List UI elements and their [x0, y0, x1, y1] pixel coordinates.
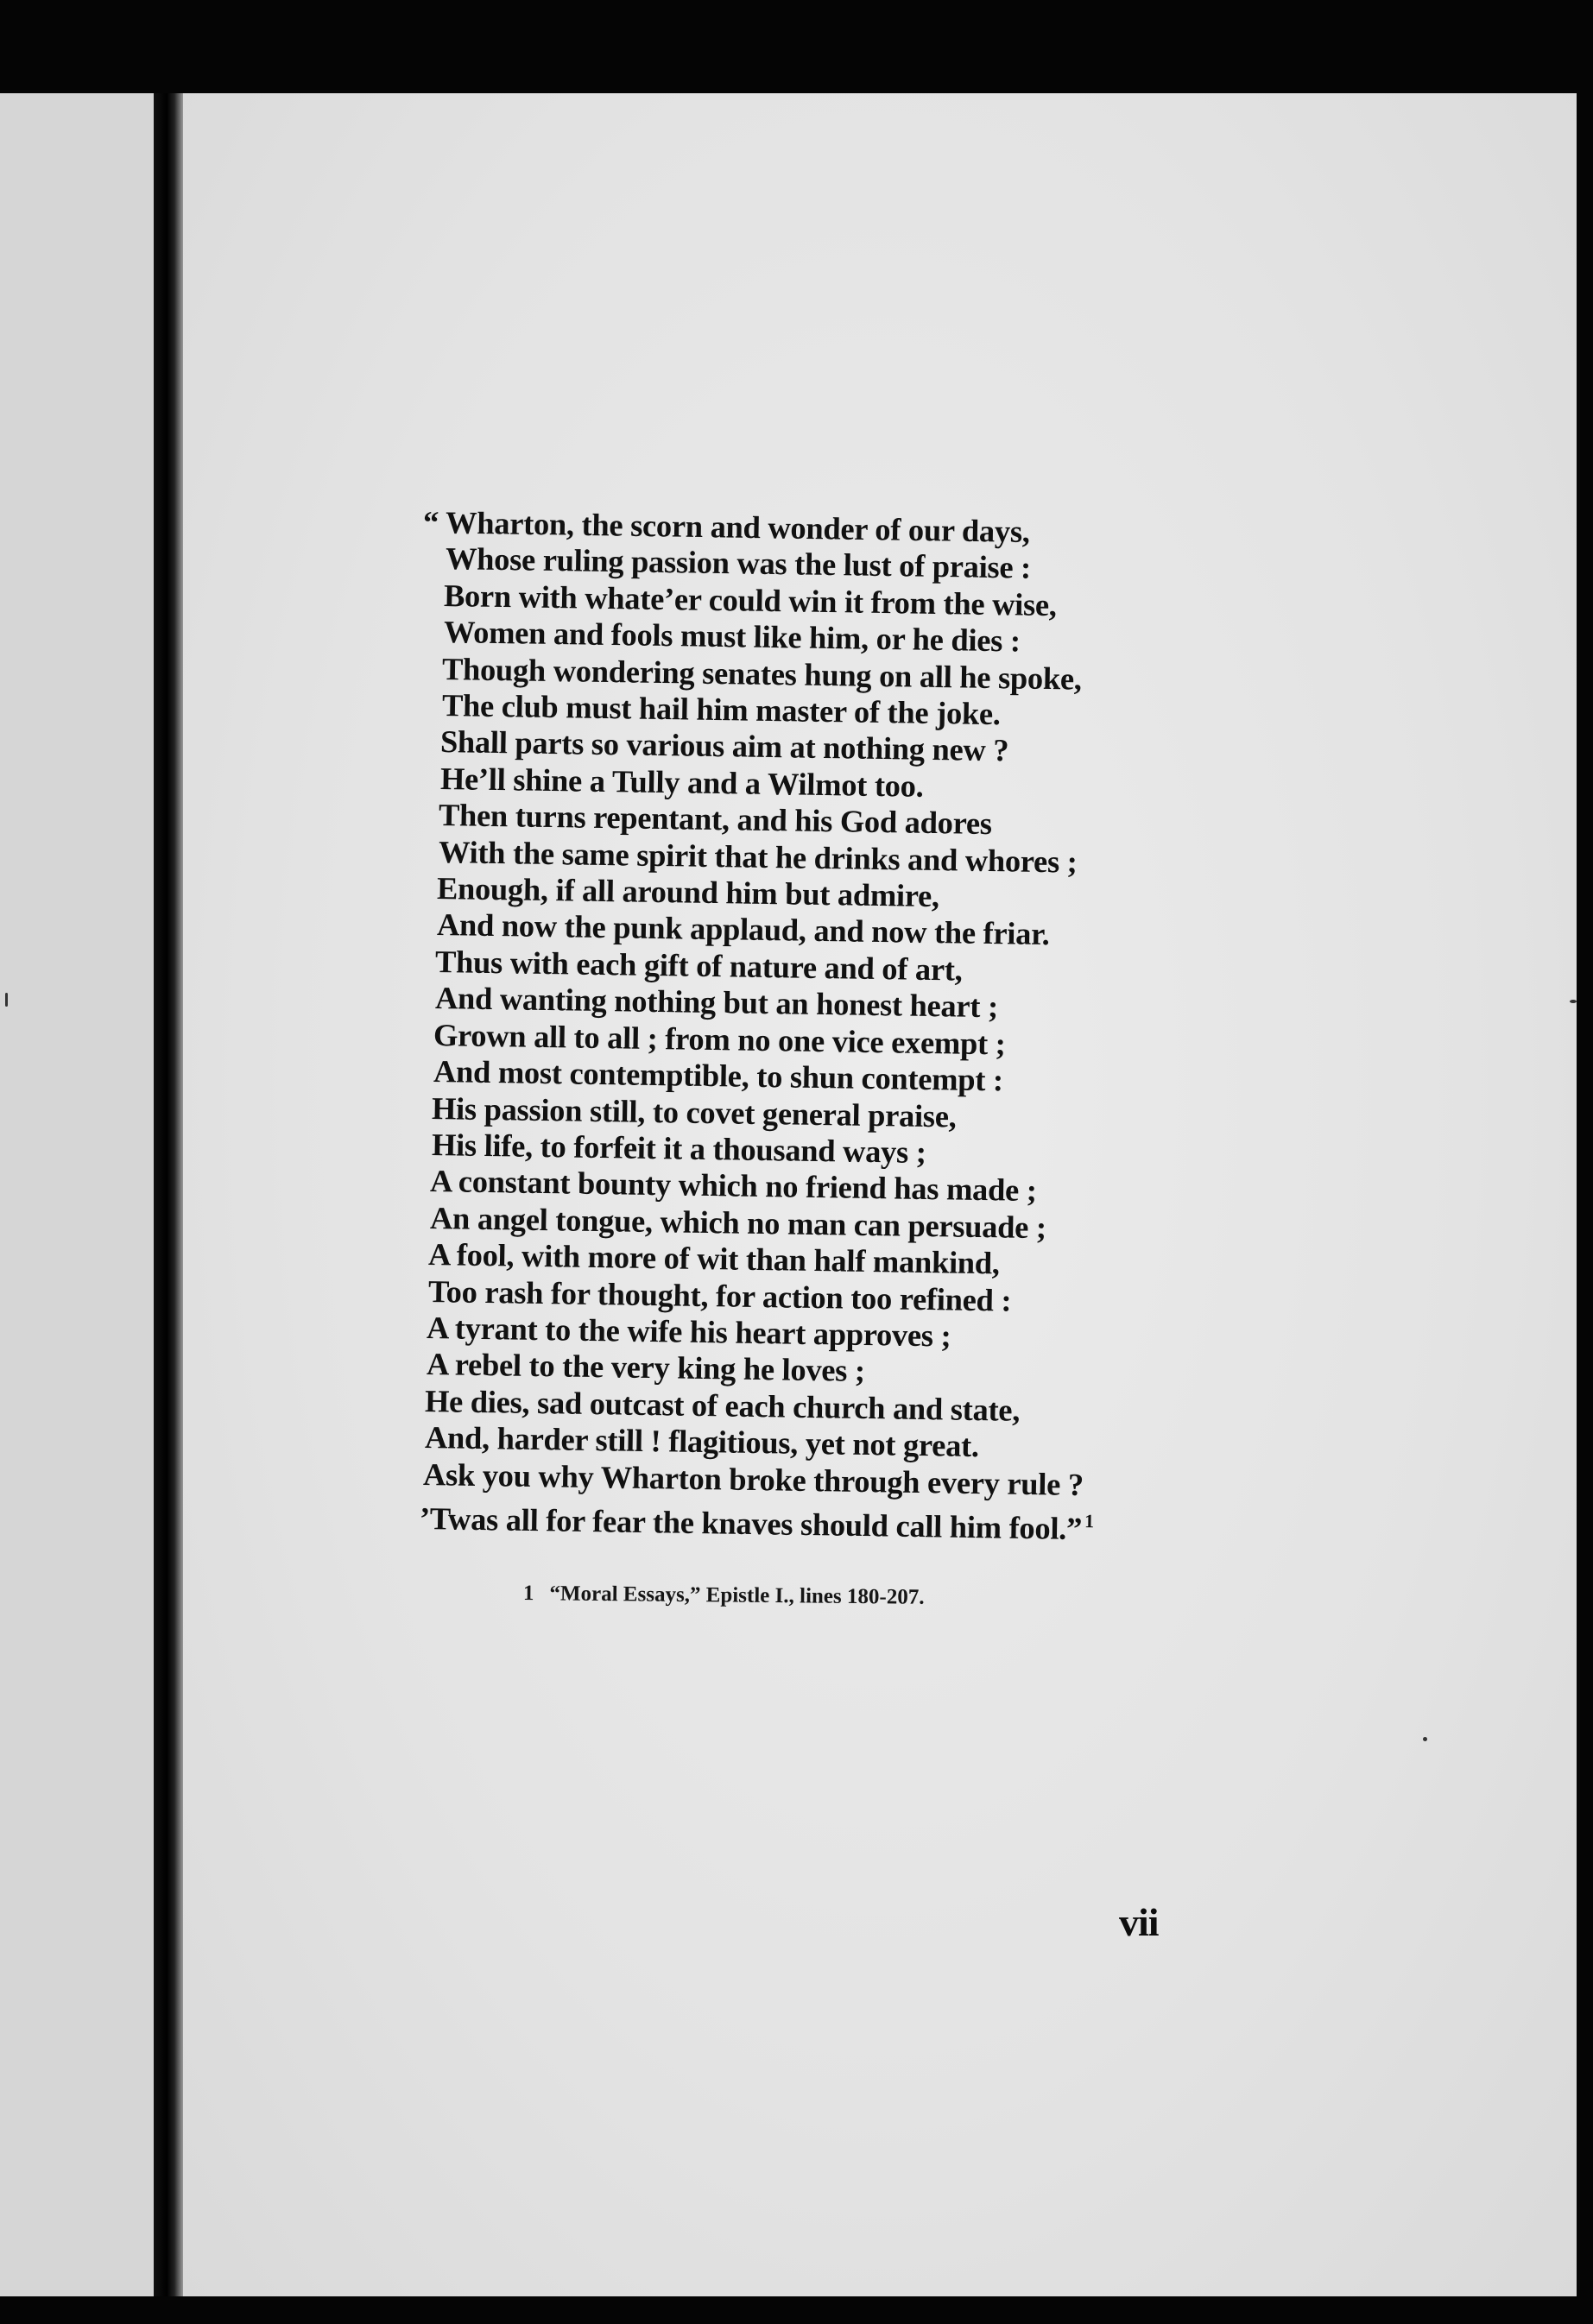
- poem-line: Enough, if all around him but admire,: [436, 870, 940, 914]
- poem-line: And most contemptible, to shun contempt :: [433, 1053, 1004, 1098]
- poem-block: [419, 504, 1183, 1547]
- poem-line: A constant bounty which no friend has made ;: [429, 1163, 1037, 1209]
- scan-border-right: [1577, 0, 1593, 2324]
- poem-line: He dies, sad outcast of each church and state,: [424, 1382, 1021, 1428]
- poem-line-text: ’Twas all for fear the knaves should call him fool.”: [419, 1500, 1083, 1547]
- poem-line: Too rash for thought, for action too refined :: [427, 1273, 1012, 1318]
- poem-line: A tyrant to the wife his heart approves ;: [426, 1309, 951, 1354]
- scan-border-bottom: [0, 2296, 1593, 2324]
- poem-line: A rebel to the very king he loves ;: [426, 1346, 866, 1389]
- poem-line: He’ll shine a Tully and a Wilmot too.: [439, 760, 924, 804]
- page-number: vii: [1119, 1900, 1159, 1944]
- poem-line: Though wondering senates hung on all he spoke,: [441, 650, 1082, 697]
- footnote-marker: 1: [1084, 1510, 1095, 1532]
- poem-line: Then turns repentant, and his God adores: [438, 797, 993, 842]
- poem-line: His life, to forfeit it a thousand ways ;: [431, 1126, 926, 1170]
- poem-line: An angel tongue, which no man can persuade ;: [429, 1199, 1047, 1245]
- poem-line: The club must hail him master of the joke.: [441, 687, 1002, 732]
- poem-line: Thus with each gift of nature and of art,: [434, 943, 963, 988]
- poem-line: And wanting nothing but an honest heart ;: [434, 980, 999, 1025]
- poem-line: Women and fools must like him, or he dies :: [443, 614, 1021, 659]
- poem-line: “ Wharton, the scorn and wonder of our days,: [422, 504, 1030, 550]
- poem-line: Grown all to all ; from no one vice exempt ;: [433, 1016, 1006, 1062]
- footnote-text: “Moral Essays,” Epistle I., lines 180-207.: [549, 1582, 925, 1609]
- facing-page-edge: [0, 93, 154, 2296]
- scan-border-top: [0, 0, 1593, 93]
- scan-speck: [5, 993, 8, 1007]
- poem-line: With the same spirit that he drinks and whores ;: [438, 833, 1078, 880]
- poem-line: Born with whate’er could win it from the wise,: [443, 577, 1057, 622]
- footnote: [523, 1582, 925, 1610]
- scan-speck: [1570, 1000, 1577, 1003]
- poem-line: His passion still, to covet general praise,: [431, 1089, 957, 1134]
- poem-line: And now the punk applaud, and now the friar.: [436, 906, 1050, 952]
- poem-line: A fool, with more of wit than half mankind,: [427, 1236, 1001, 1281]
- scan-speck: [1423, 1737, 1427, 1741]
- poem-line: And, harder still ! flagitious, yet not great.: [424, 1419, 980, 1464]
- book-gutter: [154, 60, 183, 2305]
- poem-line: Ask you why Wharton broke through every rule ?: [422, 1456, 1084, 1502]
- poem-line: Shall parts so various aim at nothing new ?: [439, 723, 1009, 768]
- footnote-number: 1: [522, 1582, 534, 1606]
- poem-line: Whose ruling passion was the lust of praise :: [445, 540, 1032, 586]
